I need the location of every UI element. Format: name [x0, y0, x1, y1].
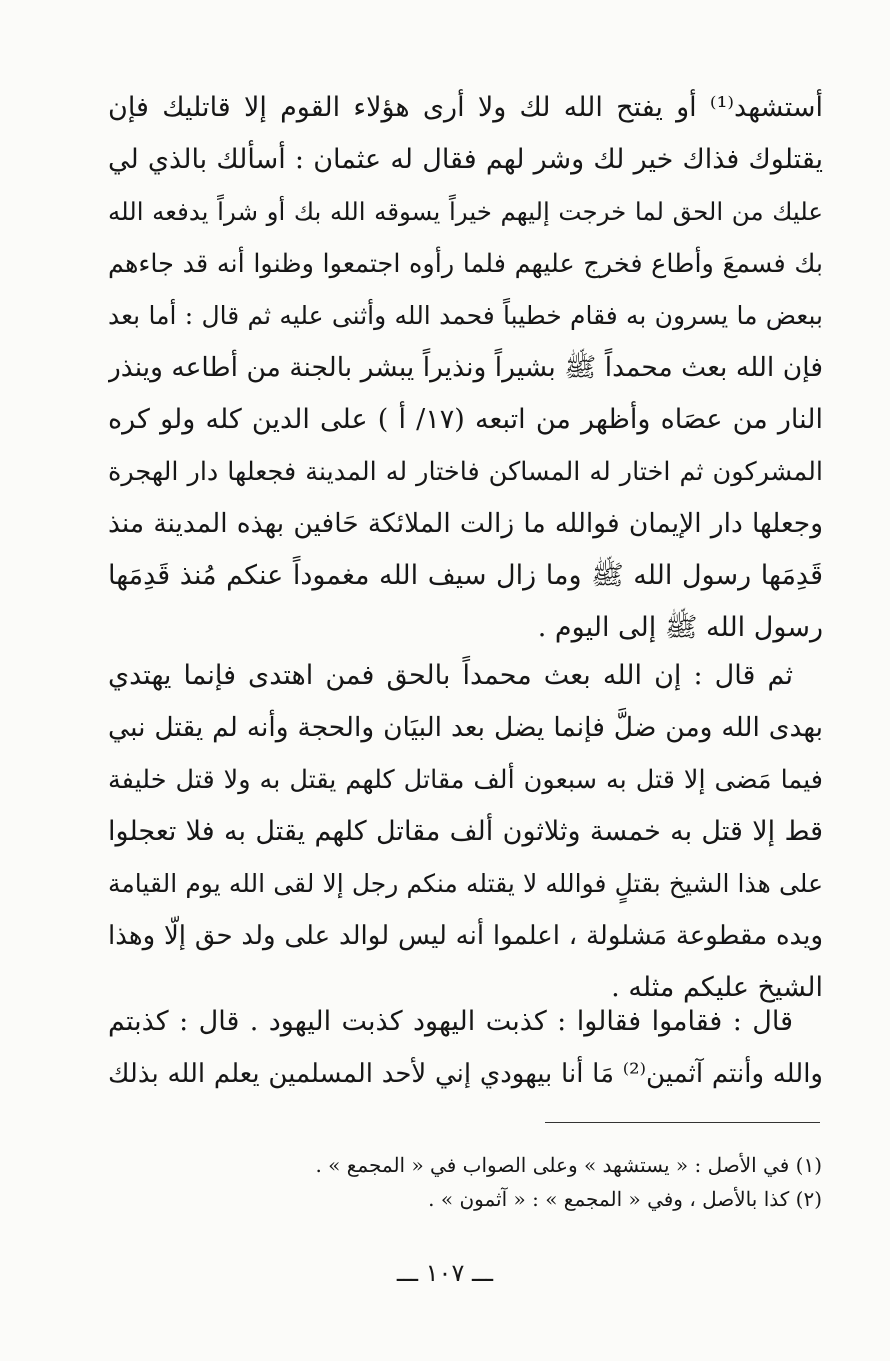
text-line: رسول الله ﷺ إلى اليوم .: [537, 612, 823, 643]
text-line: النار من عصَاه وأظهر من اتبعه (١٧/ أ ) على الدين كله ولو كره: [108, 404, 823, 435]
text-line: أستشهد⁽¹⁾ أو يفتح الله لك ولا أرى هؤلاء القوم إلا قاتليك فإن: [108, 92, 823, 123]
text-line: وجعلها دار الإيمان فوالله ما زالت الملائكة حَافين بهذه المدينة منذ: [108, 508, 823, 539]
text-line: فإن الله بعث محمداً ﷺ بشيراً ونذيراً يبشر بالجنة من أطاعه وينذر: [108, 352, 823, 383]
text-line: قَدِمَها رسول الله ﷺ وما زال سيف الله مغموداً عنكم مُنذ قَدِمَها: [108, 560, 823, 591]
text-line: ببعض ما يسرون به فقام خطيباً فحمد الله وأثنى عليه ثم قال : أما بعد: [108, 301, 823, 330]
paragraph-3: [108, 996, 823, 1100]
text-line: يقتلوك فذاك خير لك وشر لهم فقال له عثمان : أسألك بالذي لي: [108, 144, 823, 175]
text-line: قال : فقاموا فقالوا : كذبت اليهود كذبت اليهود . قال : كذبتم: [108, 1006, 793, 1037]
paragraph-1: [108, 82, 823, 654]
footnote-separator: [545, 1122, 820, 1123]
text-line: عليك من الحق لما خرجت إليهم خيراً يسوقه الله بك أو شراً يدفعه الله: [108, 197, 823, 226]
text-line: على هذا الشيخ بقتلٍ فوالله لا يقتله منكم رجل إلا لقى الله يوم القيامة: [108, 869, 823, 898]
footnote-1: (١) في الأصل : « يستشهد » وعلى الصواب في « المجمع » .: [315, 1153, 822, 1177]
text-line: الشيخ عليكم مثله .: [611, 972, 823, 1003]
page-number: ـــ ١٠٧ ـــ: [396, 1259, 494, 1287]
text-line: ثم قال : إن الله بعث محمداً بالحق فمن اهتدى فإنما يهتدي: [108, 660, 793, 691]
footnote-2: (٢) كذا بالأصل ، وفي « المجمع » : « آثمون » .: [428, 1187, 822, 1211]
paragraph-2: [108, 650, 823, 1014]
text-line: بك فسمعَ وأطاع فخرج عليهم فلما رأوه اجتمعوا وظنوا أنه قد جاءهم: [108, 249, 823, 279]
text-line: قط إلا قتل به خمسة وثلاثون ألف مقاتل كلهم يقتل به فلا تعجلوا: [108, 816, 823, 847]
text-line: بهدى الله ومن ضلَّ فإنما يضل بعد البيَان والحجة وأنه لم يقتل نبي: [108, 712, 823, 743]
text-line: المشركون ثم اختار له المساكن فاختار له المدينة فجعلها دار الهجرة: [108, 457, 823, 487]
footnotes: [160, 1148, 822, 1216]
text-line: والله وأنتم آثمين⁽²⁾ مَا أنا بيهودي إني لأحد المسلمين يعلم الله بذلك: [108, 1059, 823, 1089]
text-line: فيما مَضى إلا قتل به سبعون ألف مقاتل كلهم يقتل به ولا قتل خليفة: [108, 765, 823, 795]
text-line: ويده مقطوعة مَشلولة ، اعلموا أنه ليس لوالد على ولد حق إلّا وهذا: [108, 921, 823, 951]
